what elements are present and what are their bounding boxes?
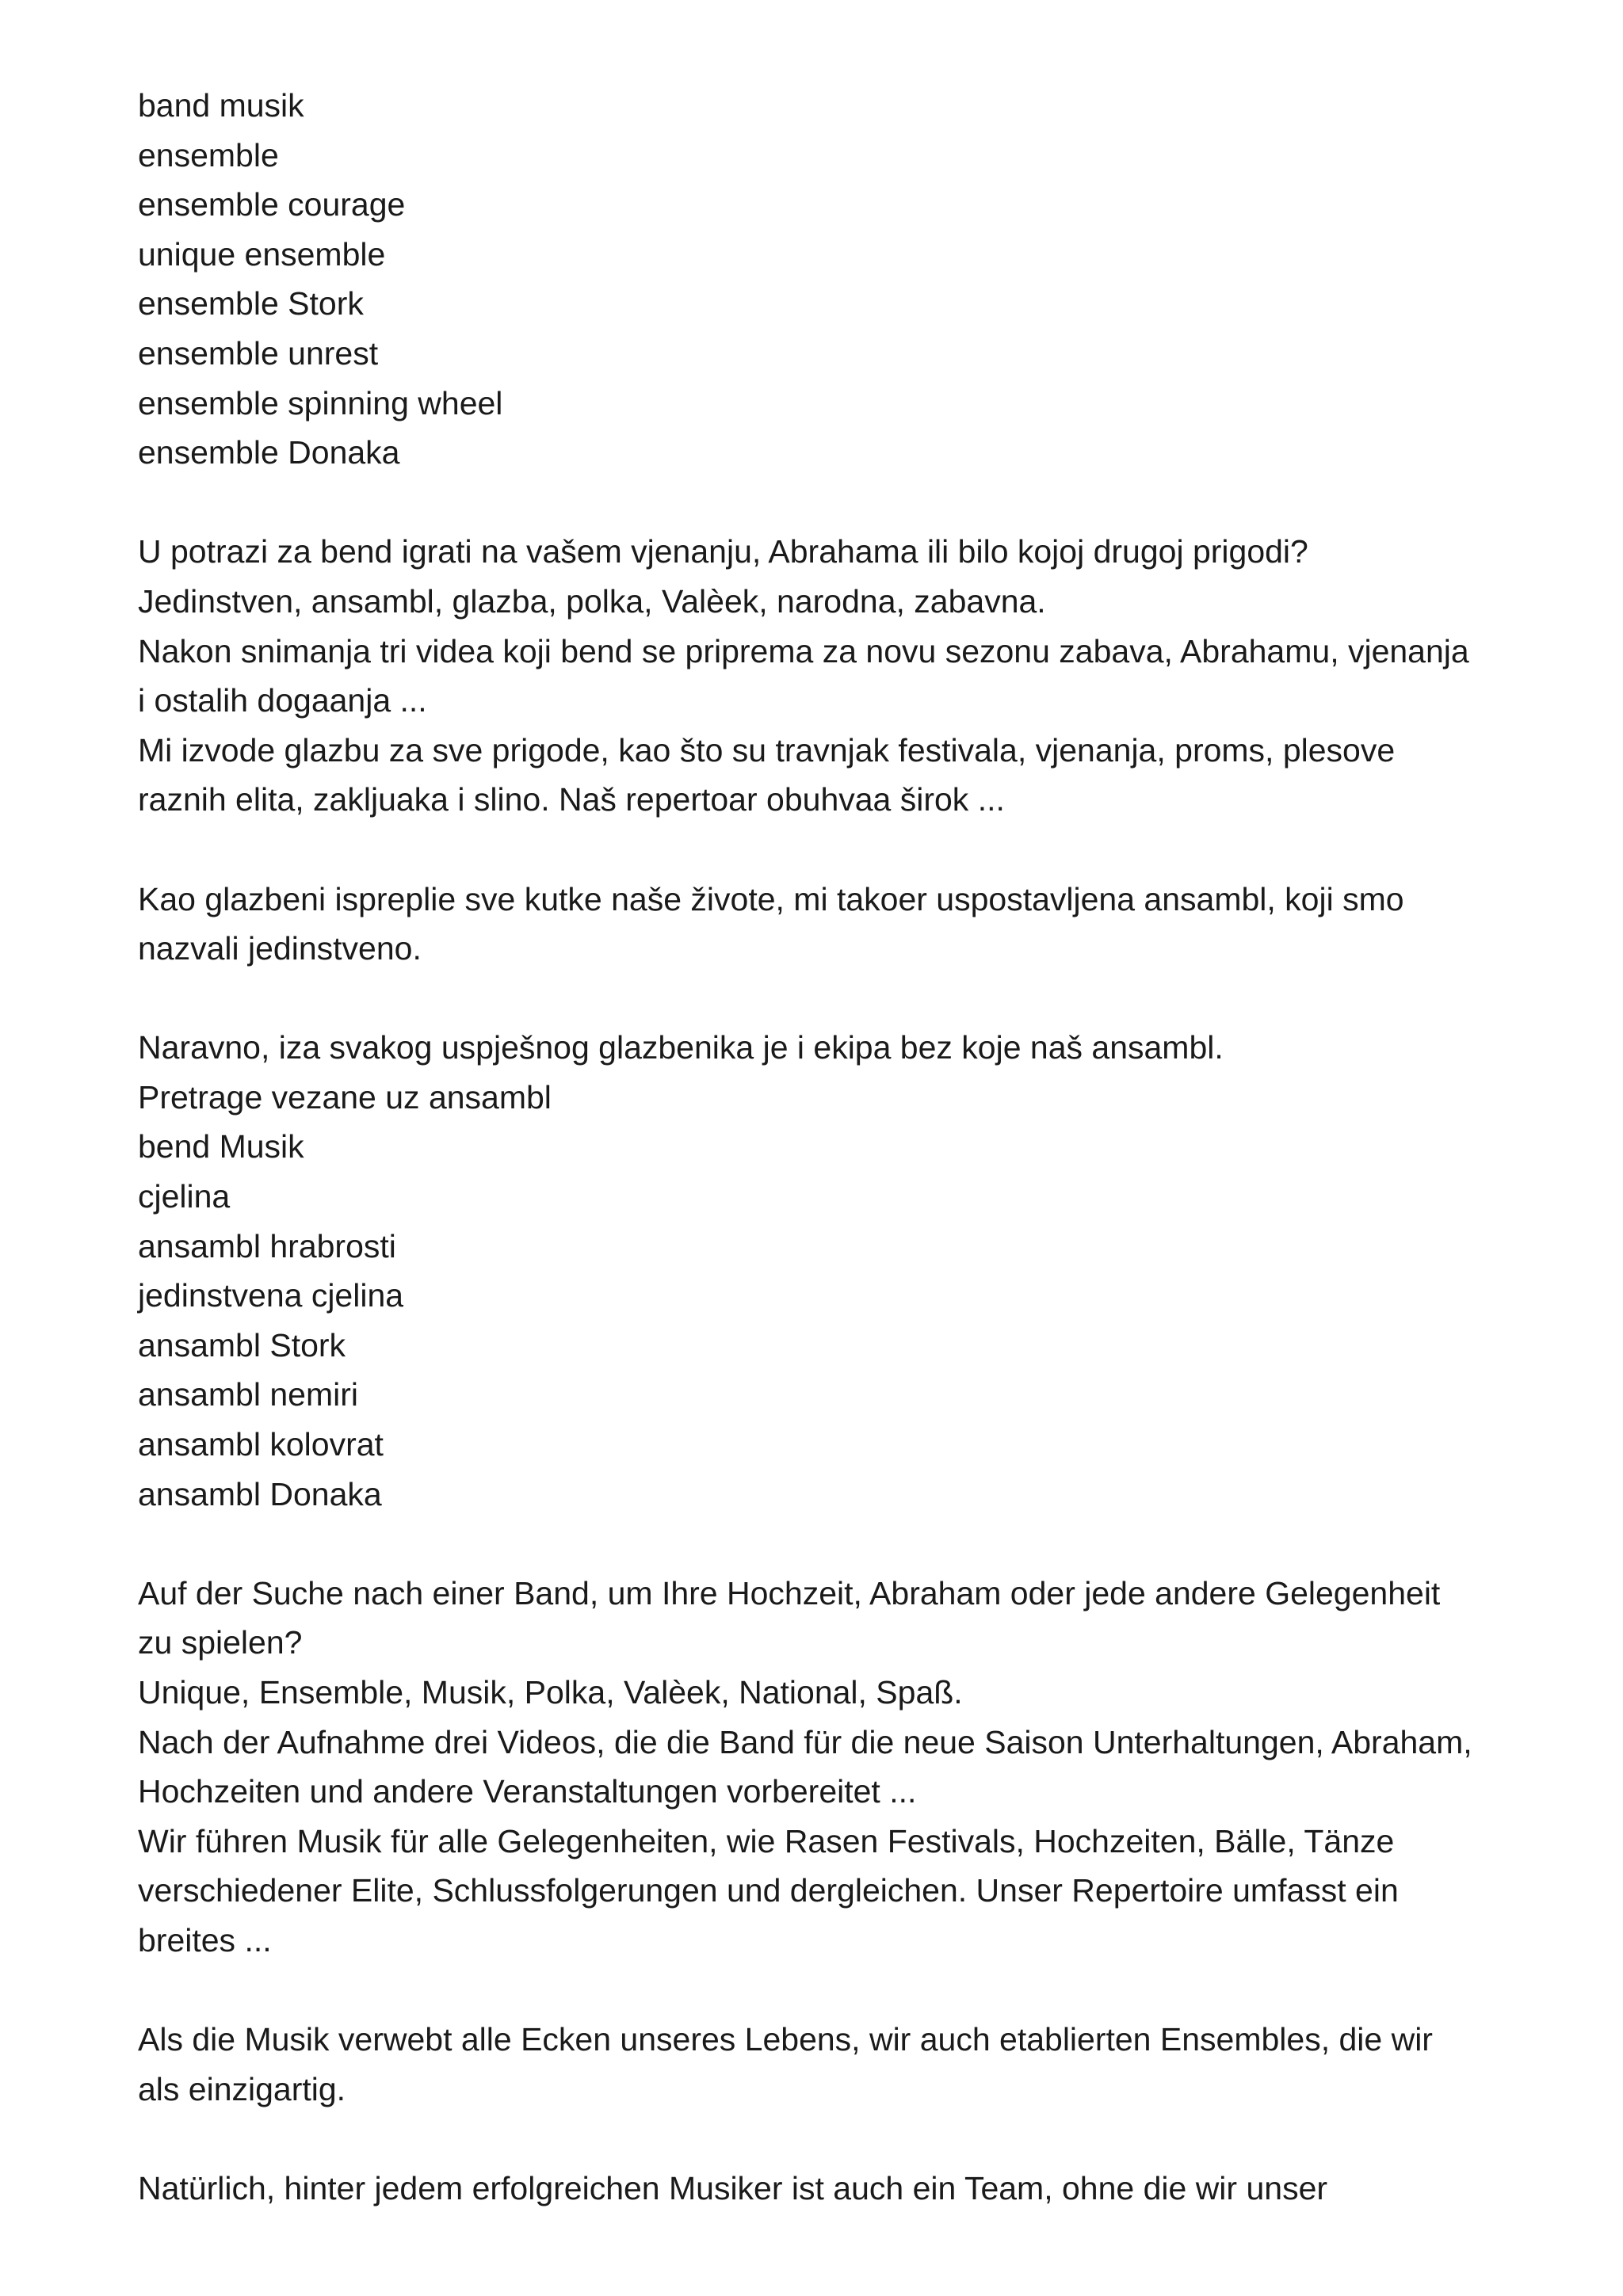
text-line: ansambl kolovrat — [138, 1426, 384, 1463]
text-line: nazvali jedinstveno. — [138, 930, 422, 967]
text-line: ensemble unrest — [138, 334, 379, 372]
text-line: Natürlich, hinter jedem erfolgreichen Musiker ist auch ein Team, ohne die wir unser — [138, 2169, 1328, 2206]
text-line: raznih elita, zakljuaka i slino. Naš repertoar obuhvaa širok ... — [138, 781, 1005, 818]
text-line: jedinstvena cjelina — [138, 1277, 404, 1314]
text-line: Naravno, iza svakog uspješnog glazbenika je i ekipa bez koje naš ansambl. — [138, 1029, 1224, 1066]
text-line: als einzigartig. — [138, 2070, 346, 2107]
text-line: ensemble Stork — [138, 285, 364, 322]
text-line: Als die Musik verwebt alle Ecken unseres Lebens, wir auch etablierten Ensembles, die wir — [138, 2021, 1433, 2058]
text-line: Mi izvode glazbu za sve prigode, kao što su travnjak festivala, vjenanja, proms, plesove — [138, 731, 1396, 769]
text-line: Wir führen Musik für alle Gelegenheiten, wie Rasen Festivals, Hochzeiten, Bälle, Tänze — [138, 1822, 1395, 1859]
text-line: Unique, Ensemble, Musik, Polka, Valèek, National, Spaß. — [138, 1674, 963, 1711]
text-line: ensemble — [138, 136, 279, 174]
text-line: ansambl hrabrosti — [138, 1227, 396, 1264]
paragraph-gap — [138, 2114, 1517, 2164]
text-line: Hochzeiten und andere Veranstaltungen vorbereitet ... — [138, 1773, 917, 1810]
paragraph-gap — [138, 1966, 1517, 2016]
text-line: Kao glazbeni ispreplie sve kutke naše živote, mi takoer uspostavljena ansambl, koji smo — [138, 880, 1404, 917]
paragraph-gap — [138, 825, 1517, 875]
text-line: cjelina — [138, 1178, 231, 1215]
text-line: ansambl Stork — [138, 1326, 346, 1363]
text-line: ensemble courage — [138, 186, 406, 223]
text-line: bend Musik — [138, 1128, 304, 1165]
text-line: Jedinstven, ansambl, glazba, polka, Valèek, narodna, zabavna. — [138, 582, 1046, 620]
document-page — [138, 81, 1517, 2214]
paragraph-gap — [138, 974, 1517, 1024]
text-line: Auf der Suche nach einer Band, um Ihre Hochzeit, Abraham oder jede andere Gelegenheit — [138, 1574, 1441, 1611]
text-line: Pretrage vezane uz ansambl — [138, 1078, 552, 1116]
text-line: ansambl nemiri — [138, 1376, 358, 1413]
paragraph-gap — [138, 1519, 1517, 1569]
text-line: Nach der Aufnahme drei Videos, die die Band für die neue Saison Unterhaltungen, Abraham, — [138, 1723, 1472, 1760]
text-line: U potrazi za bend igrati na vašem vjenanju, Abrahama ili bilo kojoj drugoj prigodi? — [138, 533, 1308, 570]
text-line: i ostalih dogaanja ... — [138, 682, 427, 719]
text-line: verschiedener Elite, Schlussfolgerungen und dergleichen. Unser Repertoire umfasst ein — [138, 1872, 1399, 1909]
text-line: band musik — [138, 87, 304, 124]
text-line: ansambl Donaka — [138, 1475, 382, 1512]
text-line: ensemble spinning wheel — [138, 384, 503, 421]
text-line: Nakon snimanja tri videa koji bend se priprema za novu sezonu zabava, Abrahamu, vjenanja — [138, 632, 1469, 669]
text-line: breites ... — [138, 1921, 272, 1958]
text-line: unique ensemble — [138, 235, 386, 273]
text-line: zu spielen? — [138, 1624, 303, 1661]
paragraph-gap — [138, 478, 1517, 528]
text-line: ensemble Donaka — [138, 434, 400, 471]
